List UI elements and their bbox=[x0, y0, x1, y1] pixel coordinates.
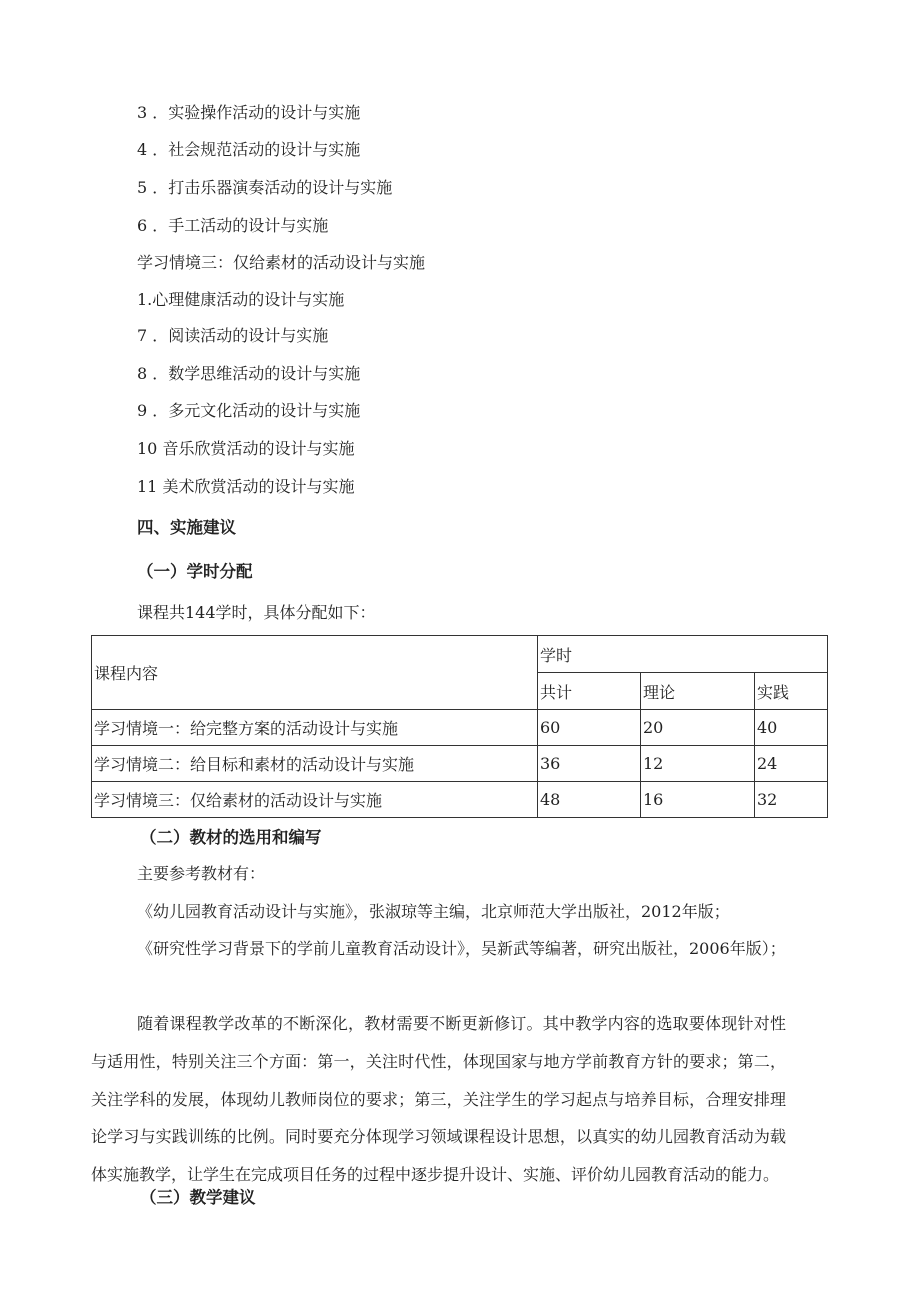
section-heading: 四、实施建议 bbox=[137, 518, 236, 537]
table-cell: 32 bbox=[755, 782, 828, 818]
table-header-content: 课程内容 bbox=[92, 636, 538, 710]
table-header-practice: 实践 bbox=[755, 673, 828, 710]
table-cell: 12 bbox=[641, 746, 755, 782]
table-cell: 24 bbox=[755, 746, 828, 782]
table-row bbox=[92, 746, 828, 782]
table-cell: 20 bbox=[641, 710, 755, 746]
list-item: 8 ．数学思维活动的设计与实施 bbox=[137, 364, 361, 383]
table-header-total: 共计 bbox=[538, 673, 641, 710]
table-cell: 36 bbox=[538, 746, 641, 782]
table-cell: 学习情境三：仅给素材的活动设计与实施 bbox=[92, 782, 538, 818]
list-item: 3 ．实验操作活动的设计与实施 bbox=[137, 103, 361, 122]
reference-intro: 主要参考教材有： bbox=[137, 864, 266, 883]
table-header-hours: 学时 bbox=[538, 636, 828, 673]
table-cell: 48 bbox=[538, 782, 641, 818]
reference-item: 《幼儿园教育活动设计与实施》，张淑琼等主编，北京师范大学出版社，2012年版； bbox=[137, 902, 730, 921]
table-cell: 16 bbox=[641, 782, 755, 818]
body-paragraph: 随着课程教学改革的不断深化，教材需要不断更新修订。其中教学内容的选取要体现针对性与适用性，特别关注三个方面：第一，关注时代性，体现国家与地方学前教育方针的要求；第二，关注学科的发展，体现幼儿教师岗位的要求；第三，关注学生的学习起点与培养目标，合理安排理论学习与实践训练的比例。同时要充分体现学习领域课程设计思想，以真实的幼儿园教育活动为载体实施教学，让学生在完成项目任务的过程中逐步提升设计、实施、评价幼儿园教育活动的能力。 bbox=[91, 1014, 786, 1185]
list-item: 11 美术欣赏活动的设计与实施 bbox=[137, 477, 355, 496]
table-header-theory: 理论 bbox=[641, 673, 755, 710]
table-row bbox=[92, 710, 828, 746]
list-item: 7 ．阅读活动的设计与实施 bbox=[137, 326, 329, 345]
table-cell: 学习情境一：给完整方案的活动设计与实施 bbox=[92, 710, 538, 746]
hours-table bbox=[91, 635, 828, 818]
table-row bbox=[92, 782, 828, 818]
subsection-heading: （二）教材的选用和编写 bbox=[140, 828, 322, 847]
table-cell: 40 bbox=[755, 710, 828, 746]
situation-title: 学习情境三：仅给素材的活动设计与实施 bbox=[137, 253, 426, 272]
hours-intro: 课程共144学时，具体分配如下： bbox=[137, 603, 376, 622]
subsection-heading: （三）教学建议 bbox=[140, 1188, 256, 1207]
subsection-heading: （一）学时分配 bbox=[137, 562, 253, 581]
list-item: 9 ．多元文化活动的设计与实施 bbox=[137, 401, 361, 420]
table-cell: 学习情境二：给目标和素材的活动设计与实施 bbox=[92, 746, 538, 782]
list-item: 4 ．社会规范活动的设计与实施 bbox=[137, 140, 361, 159]
list-item: 1.心理健康活动的设计与实施 bbox=[137, 290, 345, 309]
list-item: 6 ．手工活动的设计与实施 bbox=[137, 216, 329, 235]
list-item: 10 音乐欣赏活动的设计与实施 bbox=[137, 439, 355, 458]
reference-item: 《研究性学习背景下的学前儿童教育活动设计》，吴新武等编著，研究出版社，2006年版）； bbox=[137, 939, 786, 958]
list-item: 5 ．打击乐器演奏活动的设计与实施 bbox=[137, 178, 393, 197]
table-cell: 60 bbox=[538, 710, 641, 746]
